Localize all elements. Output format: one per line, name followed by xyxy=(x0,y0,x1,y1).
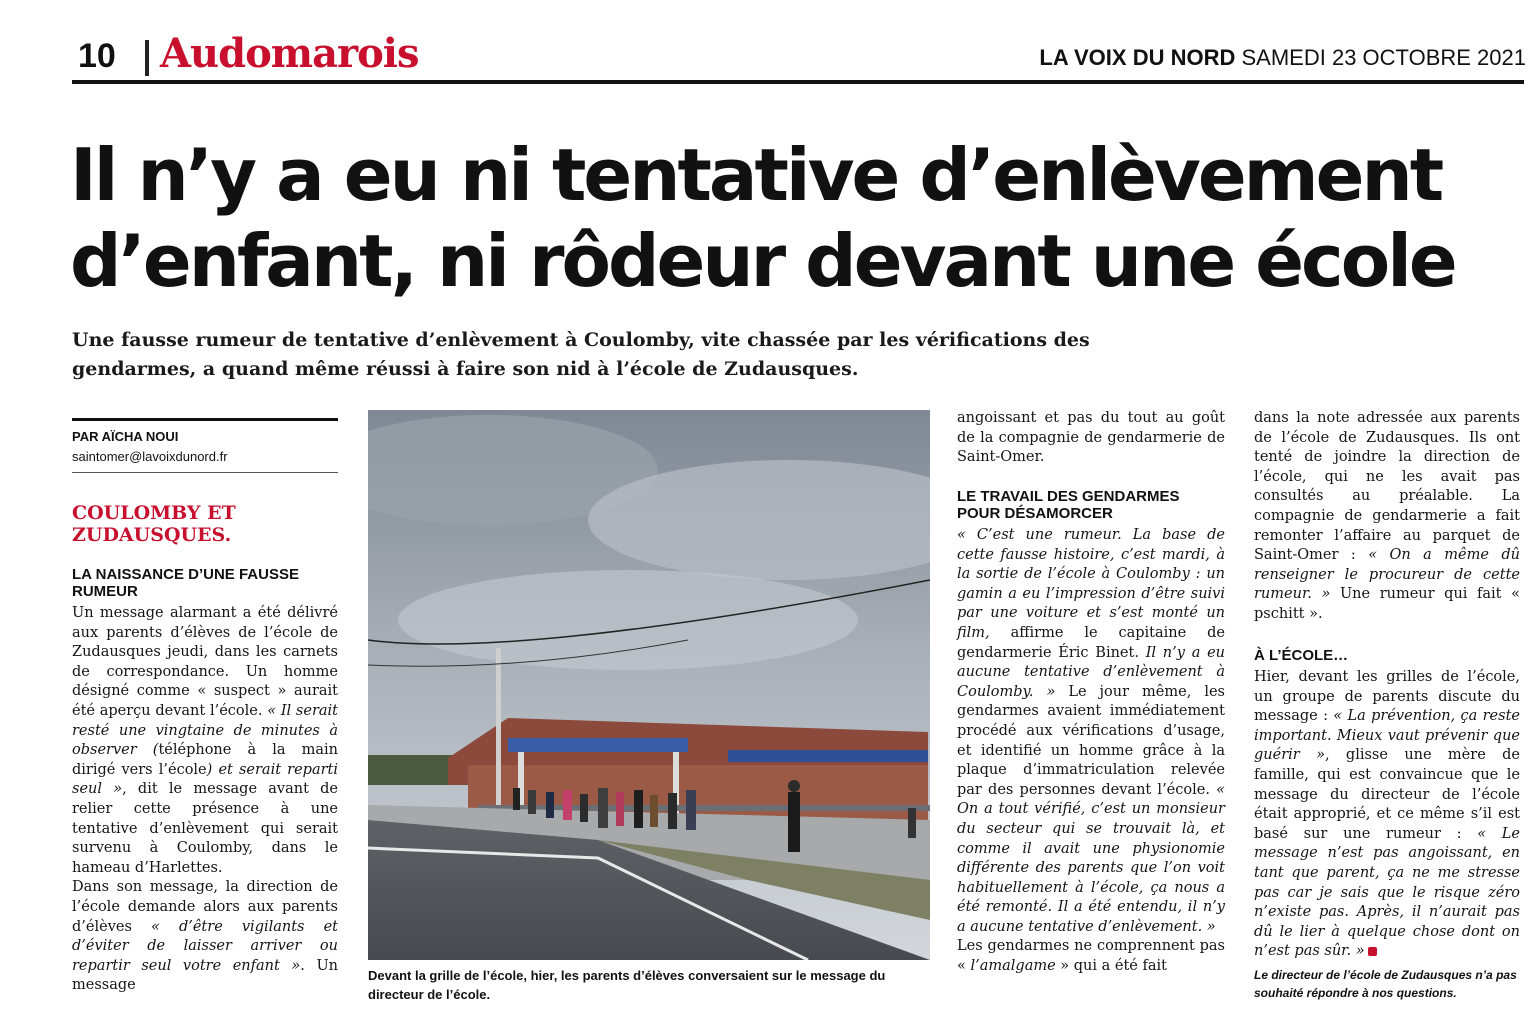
footnote: Le directeur de l’école de Zudausques n’a pas souhaité répondre à nos questions. xyxy=(1254,968,1517,1000)
issue-date: SAMEDI 23 OCTOBRE 2021 xyxy=(1241,45,1526,70)
text-run: » qui a été fait xyxy=(1055,958,1167,975)
subhead-gendarmes: LE TRAVAIL DES GENDARMES POUR DÉSAMORCER xyxy=(957,488,1180,522)
paragraph xyxy=(72,604,338,878)
byline-rule xyxy=(72,418,338,421)
section-name: Audomarois xyxy=(160,30,419,77)
text-run: affirme le capitaine de gendarmerie Éric Binet. xyxy=(957,624,1225,661)
byline: PAR AÏCHA NOUI xyxy=(72,429,179,444)
text-run: dans la note adressée aux parents de l’école de Zudausques. Ils ont tenté de joindre la direction de l’école, qui ne les avait pas consultés au préalable. La compagnie de gendarmerie a fait remonter l’affaire au parquet de Saint-Omer : xyxy=(1254,410,1520,564)
lead-paragraph: Une fausse rumeur de tentative d’enlèvement à Coulomby, vite chassée par les vérifications des gendarmes, a quand même réussi à faire son nid à l’école de Zudausques. xyxy=(72,329,1090,380)
quote: ) et serait reparti seul » xyxy=(72,761,338,798)
article-photo xyxy=(368,410,930,960)
quote: « On a même dû renseigner le procureur de cette rumeur. » xyxy=(1254,547,1520,603)
subhead-rumor: LA NAISSANCE D’UNE FAUSSE RUMEUR xyxy=(72,566,299,600)
quote: « Le message n’est pas angoissant, en tant que parent, ça ne me stresse pas car je sais que le risque zéro n’existe pas. Après, il n’aurait pas dû le lier à quelque chose dont on n’est pas sûr. » xyxy=(1254,825,1520,960)
quote: « C’est une rumeur. La base de cette fausse histoire, c’est mardi, à la sortie de l’école à Coulomby : un gamin a eu l’impression d’être suivi par une voiture et s’est monté un film, xyxy=(957,527,1225,641)
column-3-top: angoissant et pas du tout au goût de la compagnie de gendarmerie de Saint-Omer. xyxy=(957,410,1225,466)
subhead-school: À L’ÉCOLE… xyxy=(1254,647,1349,664)
headline: Il n’y a eu ni tentative d’enlèvement d’enfant, ni rôdeur devant une école xyxy=(70,133,1455,303)
photo-caption: Devant la grille de l’école, hier, les parents d’élèves conversaient sur le message du directeur de l’école. xyxy=(368,968,886,1002)
dateline: COULOMBY ET ZUDAUSQUES. xyxy=(72,502,236,546)
quote: « d’être vigilants et d’éviter de laisser arriver ou repartir seul votre enfant » xyxy=(72,918,338,974)
blue-canopy xyxy=(508,738,688,752)
text-run: Les gendarmes ne comprennent pas « xyxy=(957,938,1225,975)
author-email: saintomer@lavoixdunord.fr xyxy=(72,449,228,464)
paragraph xyxy=(1254,409,1520,625)
paragraph xyxy=(1254,668,1520,962)
paragraph xyxy=(957,526,1225,937)
quote: « Il serait resté une vingtaine de minutes à observer ( xyxy=(72,702,338,759)
text-run: , glisse une mère de famille, qui est convaincue que le message du directeur de l’école était approprié, et ce même s’il est basé sur une rumeur : xyxy=(1254,747,1521,842)
blue-canopy xyxy=(728,750,928,762)
text-run: . Un message xyxy=(72,957,338,994)
column-4-body xyxy=(1254,668,1520,962)
page-number: 10 xyxy=(78,37,116,75)
column-1-body xyxy=(72,604,338,996)
column-3-body xyxy=(957,526,1225,977)
cloud xyxy=(398,570,858,670)
text-run: Dans son message, la direction de l’école demande alors aux parents d’élèves xyxy=(72,879,338,935)
column-4-top xyxy=(1254,409,1520,625)
end-of-article-icon xyxy=(1368,947,1377,956)
paragraph xyxy=(72,878,338,996)
text-run: , dit le message avant de relier cette présence à une tentative d’enlèvement qui serait survenu à Coulomby, dans le hameau d’Harlettes. xyxy=(72,781,338,876)
section-divider xyxy=(145,40,149,76)
text-run: Hier, devant les grilles de l’école, un groupe de parents discute du message : xyxy=(1254,669,1520,725)
header-rule xyxy=(72,80,1524,84)
byline-divider xyxy=(72,472,338,473)
text-run: Le jour même, les gendarmes avaient immédiatement procédé aux vérifications d’usage, et identifié un homme grâce à la plaque d’immatriculation relevée par des personnes devant l’école. xyxy=(957,683,1226,798)
masthead xyxy=(1039,44,1526,72)
utility-pole xyxy=(496,648,501,828)
text-run: Une rumeur qui fait « pschitt ». xyxy=(1254,586,1520,622)
school-street-photo xyxy=(368,410,930,960)
newspaper-name: LA VOIX DU NORD xyxy=(1039,45,1236,70)
quote: Il n’y a eu aucune tentative d’enlèvement à Coulomby. » xyxy=(957,644,1225,700)
text-run: téléphone à la main dirigé vers l’école xyxy=(72,742,338,778)
quote: « On a tout vérifié, c’est un monsieur du secteur qui se trouvait là, et comme il avait une physionomie différente des parents que l’on voit habituellement à l’école, ça nous a été remonté. Il a été entendu, il n’y a aucune tentative d’enlèvement. » xyxy=(957,781,1225,935)
paragraph xyxy=(957,937,1225,976)
text-run: Un message alarmant a été délivré aux parents d’élèves de l’école de Zudausques jeudi, dans les carnets de correspondance. Un homme désigné comme « suspect » aurait été aperçu devant l’école. xyxy=(72,605,338,719)
quote: l’amalgame xyxy=(970,958,1056,975)
quote: « La prévention, ça reste important. Mieux vaut prévenir que guérir » xyxy=(1254,708,1520,764)
